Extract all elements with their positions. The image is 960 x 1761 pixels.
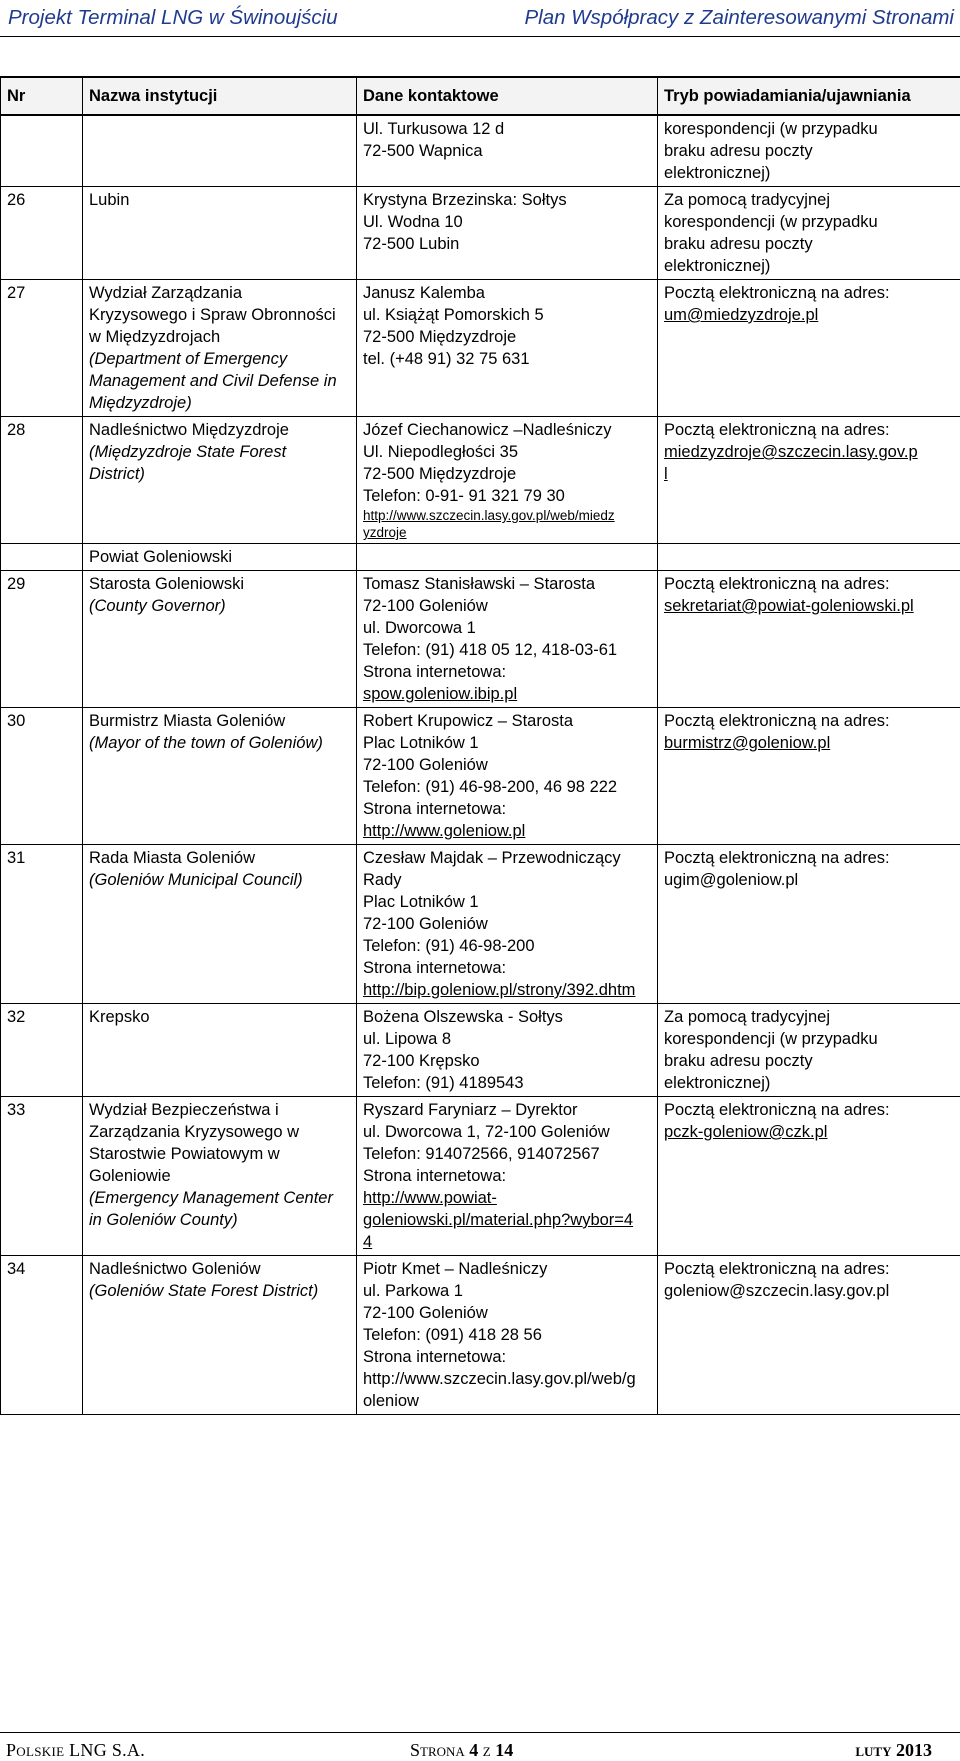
row-number: 27	[1, 280, 83, 417]
contact-line: http://www.szczecin.lasy.gov.pl/web/g	[363, 1368, 651, 1390]
page-header	[0, 0, 960, 34]
footer-page-word: Strona	[410, 1740, 465, 1760]
contact-line: Strona internetowa:	[363, 661, 651, 683]
table-row	[1, 187, 960, 280]
contact-line: Strona internetowa:	[363, 1346, 651, 1368]
row-number	[1, 115, 83, 187]
institution-name-cell	[83, 1004, 357, 1097]
column-header-nr: Nr	[1, 77, 83, 115]
table-body	[1, 115, 960, 1415]
row-number: 30	[1, 708, 83, 845]
contact-details-cell	[357, 1004, 658, 1097]
footer-date: luty 2013	[855, 1740, 932, 1761]
notification-mode-line: korespondencji (w przypadku	[664, 118, 954, 140]
contact-details-cell	[357, 1256, 658, 1415]
table-row	[1, 1256, 960, 1415]
column-header-name: Nazwa instytucji	[83, 77, 357, 115]
institution-name-line: Starostwie Powiatowym w	[89, 1143, 350, 1165]
email-link[interactable]: um@miedzyzdroje.pl	[664, 304, 954, 326]
contact-line: Janusz Kalemba	[363, 282, 651, 304]
contact-line: Plac Lotników 1	[363, 732, 651, 754]
institution-name-cell	[83, 280, 357, 417]
website-link[interactable]: http://www.powiat-	[363, 1187, 651, 1209]
institution-name-english-line: (Mayor of the town of Goleniów)	[89, 732, 350, 754]
contact-line: Strona internetowa:	[363, 1165, 651, 1187]
contact-line: Ryszard Faryniarz – Dyrektor	[363, 1099, 651, 1121]
table-row	[1, 571, 960, 708]
notification-mode-cell	[658, 1097, 960, 1256]
notification-mode-line: braku adresu poczty	[664, 1050, 954, 1072]
institution-name-english-line: in Goleniów County)	[89, 1209, 350, 1231]
institution-name-cell	[83, 417, 357, 544]
row-number: 32	[1, 1004, 83, 1097]
contact-line: Telefon: (91) 46-98-200	[363, 935, 651, 957]
contact-line: Strona internetowa:	[363, 957, 651, 979]
notification-mode-line: Za pomocą tradycyjnej	[664, 1006, 954, 1028]
table-row	[1, 1097, 960, 1256]
institution-name-cell	[83, 571, 357, 708]
footer-page-current: 4	[469, 1740, 478, 1760]
institution-name-english-line: (Międzyzdroje State Forest	[89, 441, 350, 463]
row-number: 31	[1, 845, 83, 1004]
table-row	[1, 280, 960, 417]
institution-name-line: Nadleśnictwo Międzyzdroje	[89, 419, 350, 441]
notification-mode-line: Pocztą elektroniczną na adres:	[664, 710, 954, 732]
notification-mode-line: korespondencji (w przypadku	[664, 211, 954, 233]
footer-page-of: z	[483, 1740, 491, 1760]
contact-line: ul. Parkowa 1	[363, 1280, 651, 1302]
institution-name-line: Lubin	[89, 189, 350, 211]
footer-page-number	[410, 1740, 513, 1761]
contact-line: 72-100 Goleniów	[363, 595, 651, 617]
document-title: Plan Współpracy z Zainteresowanymi Stronami	[524, 6, 954, 30]
notification-mode-line: Pocztą elektroniczną na adres:	[664, 1099, 954, 1121]
contact-line: Telefon: (91) 4189543	[363, 1072, 651, 1094]
institution-name-cell	[83, 187, 357, 280]
table-row	[1, 845, 960, 1004]
contact-line: oleniow	[363, 1390, 651, 1412]
contact-line: ul. Dworcowa 1, 72-100 Goleniów	[363, 1121, 651, 1143]
email-link[interactable]: sekretariat@powiat-goleniowski.pl	[664, 595, 954, 617]
email-link[interactable]: miedzyzdroje@szczecin.lasy.gov.p	[664, 441, 954, 463]
institution-name-english-line: (County Governor)	[89, 595, 350, 617]
institution-name-cell	[83, 1256, 357, 1415]
institution-name-cell	[83, 1097, 357, 1256]
row-number: 29	[1, 571, 83, 708]
contact-line: 72-500 Wapnica	[363, 140, 651, 162]
notification-mode-cell	[658, 1004, 960, 1097]
institution-name-english-line: (Department of Emergency	[89, 348, 350, 370]
notification-mode-cell	[658, 417, 960, 544]
notification-mode-line: braku adresu poczty	[664, 233, 954, 255]
contact-line: Krystyna Brzezinska: Sołtys	[363, 189, 651, 211]
institution-name-line: Nadleśnictwo Goleniów	[89, 1258, 350, 1280]
contact-details-cell	[357, 115, 658, 187]
table-row	[1, 708, 960, 845]
notification-mode-line: ugim@goleniow.pl	[664, 869, 954, 891]
website-link[interactable]: http://www.goleniow.pl	[363, 820, 651, 842]
institution-name-line: Wydział Zarządzania	[89, 282, 350, 304]
table-row	[1, 115, 960, 187]
contact-line: Ul. Wodna 10	[363, 211, 651, 233]
project-title: Projekt Terminal LNG w Świnoujściu	[8, 6, 338, 30]
table-cell	[357, 544, 658, 571]
contact-line: 72-100 Krępsko	[363, 1050, 651, 1072]
contact-line: Józef Ciechanowicz –Nadleśniczy	[363, 419, 651, 441]
contact-line: Ul. Turkusowa 12 d	[363, 118, 651, 140]
notification-mode-line: korespondencji (w przypadku	[664, 1028, 954, 1050]
table-row	[1, 1004, 960, 1097]
institution-name-english-line: Międzyzdroje)	[89, 392, 350, 414]
institution-name-english-line: (Emergency Management Center	[89, 1187, 350, 1209]
contacts-table	[0, 76, 960, 1415]
contact-line: Telefon: (91) 418 05 12, 418-03-61	[363, 639, 651, 661]
email-link[interactable]: l	[664, 463, 954, 485]
notification-mode-line: Pocztą elektroniczną na adres:	[664, 282, 954, 304]
table-group-row	[1, 544, 960, 571]
column-header-mode: Tryb powiadamiania/ujawniania	[658, 77, 960, 115]
contact-line: 72-500 Międzyzdroje	[363, 463, 651, 485]
contact-line: Plac Lotników 1	[363, 891, 651, 913]
notification-mode-line: Pocztą elektroniczną na adres:	[664, 847, 954, 869]
notification-mode-line: goleniow@szczecin.lasy.gov.pl	[664, 1280, 954, 1302]
contact-details-cell	[357, 571, 658, 708]
institution-name-english-line: Management and Civil Defense in	[89, 370, 350, 392]
contact-line: 72-100 Goleniów	[363, 1302, 651, 1324]
institution-name-cell	[83, 845, 357, 1004]
notification-mode-line: elektronicznej)	[664, 162, 954, 184]
contact-details-cell	[357, 845, 658, 1004]
contact-line: Robert Krupowicz – Starosta	[363, 710, 651, 732]
contact-line: Strona internetowa:	[363, 798, 651, 820]
institution-name-cell	[83, 708, 357, 845]
contact-line: Telefon: (091) 418 28 56	[363, 1324, 651, 1346]
contact-line: ul. Książąt Pomorskich 5	[363, 304, 651, 326]
institution-name-cell	[83, 115, 357, 187]
institution-name-english-line: (Goleniów State Forest District)	[89, 1280, 350, 1302]
institution-name-line: Burmistrz Miasta Goleniów	[89, 710, 350, 732]
institution-name-line: Wydział Bezpieczeństwa i	[89, 1099, 350, 1121]
notification-mode-line: elektronicznej)	[664, 255, 954, 277]
contact-line: 72-500 Międzyzdroje	[363, 326, 651, 348]
contact-line: Czesław Majdak – Przewodniczący	[363, 847, 651, 869]
contact-details-cell	[357, 187, 658, 280]
contact-line: Telefon: (91) 46-98-200, 46 98 222	[363, 776, 651, 798]
notification-mode-cell	[658, 280, 960, 417]
contact-line: Tomasz Stanisławski – Starosta	[363, 573, 651, 595]
website-link[interactable]: goleniowski.pl/material.php?wybor=4	[363, 1209, 651, 1231]
notification-mode-cell	[658, 845, 960, 1004]
website-link[interactable]: spow.goleniow.ibip.pl	[363, 683, 651, 705]
website-link[interactable]: http://bip.goleniow.pl/strony/392.dhtm	[363, 979, 651, 1001]
notification-mode-cell	[658, 571, 960, 708]
contact-line: Ul. Niepodległości 35	[363, 441, 651, 463]
institution-name-line: Kryzysowego i Spraw Obronności	[89, 304, 350, 326]
contact-line: ul. Dworcowa 1	[363, 617, 651, 639]
website-link[interactable]: yzdroje	[363, 524, 651, 541]
table-header-row	[1, 77, 960, 115]
institution-name-line: Goleniowie	[89, 1165, 350, 1187]
notification-mode-line: Pocztą elektroniczną na adres:	[664, 419, 954, 441]
website-link[interactable]: http://www.szczecin.lasy.gov.pl/web/miedz	[363, 507, 651, 524]
contact-line: Telefon: 0-91- 91 321 79 30	[363, 485, 651, 507]
page-footer	[0, 1732, 960, 1759]
row-number: 33	[1, 1097, 83, 1256]
institution-name-line: Rada Miasta Goleniów	[89, 847, 350, 869]
contact-line: 72-500 Lubin	[363, 233, 651, 255]
contact-line: 72-100 Goleniów	[363, 913, 651, 935]
contact-details-cell	[357, 280, 658, 417]
contact-line: ul. Lipowa 8	[363, 1028, 651, 1050]
contact-line: 72-100 Goleniów	[363, 754, 651, 776]
table-cell	[1, 544, 83, 571]
notification-mode-line: Pocztą elektroniczną na adres:	[664, 1258, 954, 1280]
email-link[interactable]: burmistrz@goleniow.pl	[664, 732, 954, 754]
table-row	[1, 417, 960, 544]
footer-company: Polskie LNG S.A.	[6, 1740, 145, 1761]
row-number: 26	[1, 187, 83, 280]
contact-line: Bożena Olszewska - Sołtys	[363, 1006, 651, 1028]
footer-page-total: 14	[495, 1740, 513, 1760]
notification-mode-line: Za pomocą tradycyjnej	[664, 189, 954, 211]
notification-mode-line: elektronicznej)	[664, 1072, 954, 1094]
notification-mode-cell	[658, 708, 960, 845]
institution-name-line: Zarządzania Kryzysowego w	[89, 1121, 350, 1143]
institution-name-line: Starosta Goleniowski	[89, 573, 350, 595]
institution-name-line: Krepsko	[89, 1006, 350, 1028]
contact-line: Piotr Kmet – Nadleśniczy	[363, 1258, 651, 1280]
notification-mode-line: Pocztą elektroniczną na adres:	[664, 573, 954, 595]
group-title: Powiat Goleniowski	[83, 544, 357, 571]
website-link[interactable]: 4	[363, 1231, 651, 1253]
notification-mode-cell	[658, 1256, 960, 1415]
contact-details-cell	[357, 708, 658, 845]
email-link[interactable]: pczk-goleniow@czk.pl	[664, 1121, 954, 1143]
table-cell	[658, 544, 960, 571]
notification-mode-cell	[658, 115, 960, 187]
contact-details-cell	[357, 1097, 658, 1256]
header-rule	[0, 36, 960, 37]
contact-line: Telefon: 914072566, 914072567	[363, 1143, 651, 1165]
contact-line: tel. (+48 91) 32 75 631	[363, 348, 651, 370]
notification-mode-line: braku adresu poczty	[664, 140, 954, 162]
contact-details-cell	[357, 417, 658, 544]
contact-line: Rady	[363, 869, 651, 891]
notification-mode-cell	[658, 187, 960, 280]
column-header-contact: Dane kontaktowe	[357, 77, 658, 115]
institution-name-english-line: (Goleniów Municipal Council)	[89, 869, 350, 891]
row-number: 28	[1, 417, 83, 544]
institution-name-line: w Międzyzdrojach	[89, 326, 350, 348]
institution-name-english-line: District)	[89, 463, 350, 485]
row-number: 34	[1, 1256, 83, 1415]
